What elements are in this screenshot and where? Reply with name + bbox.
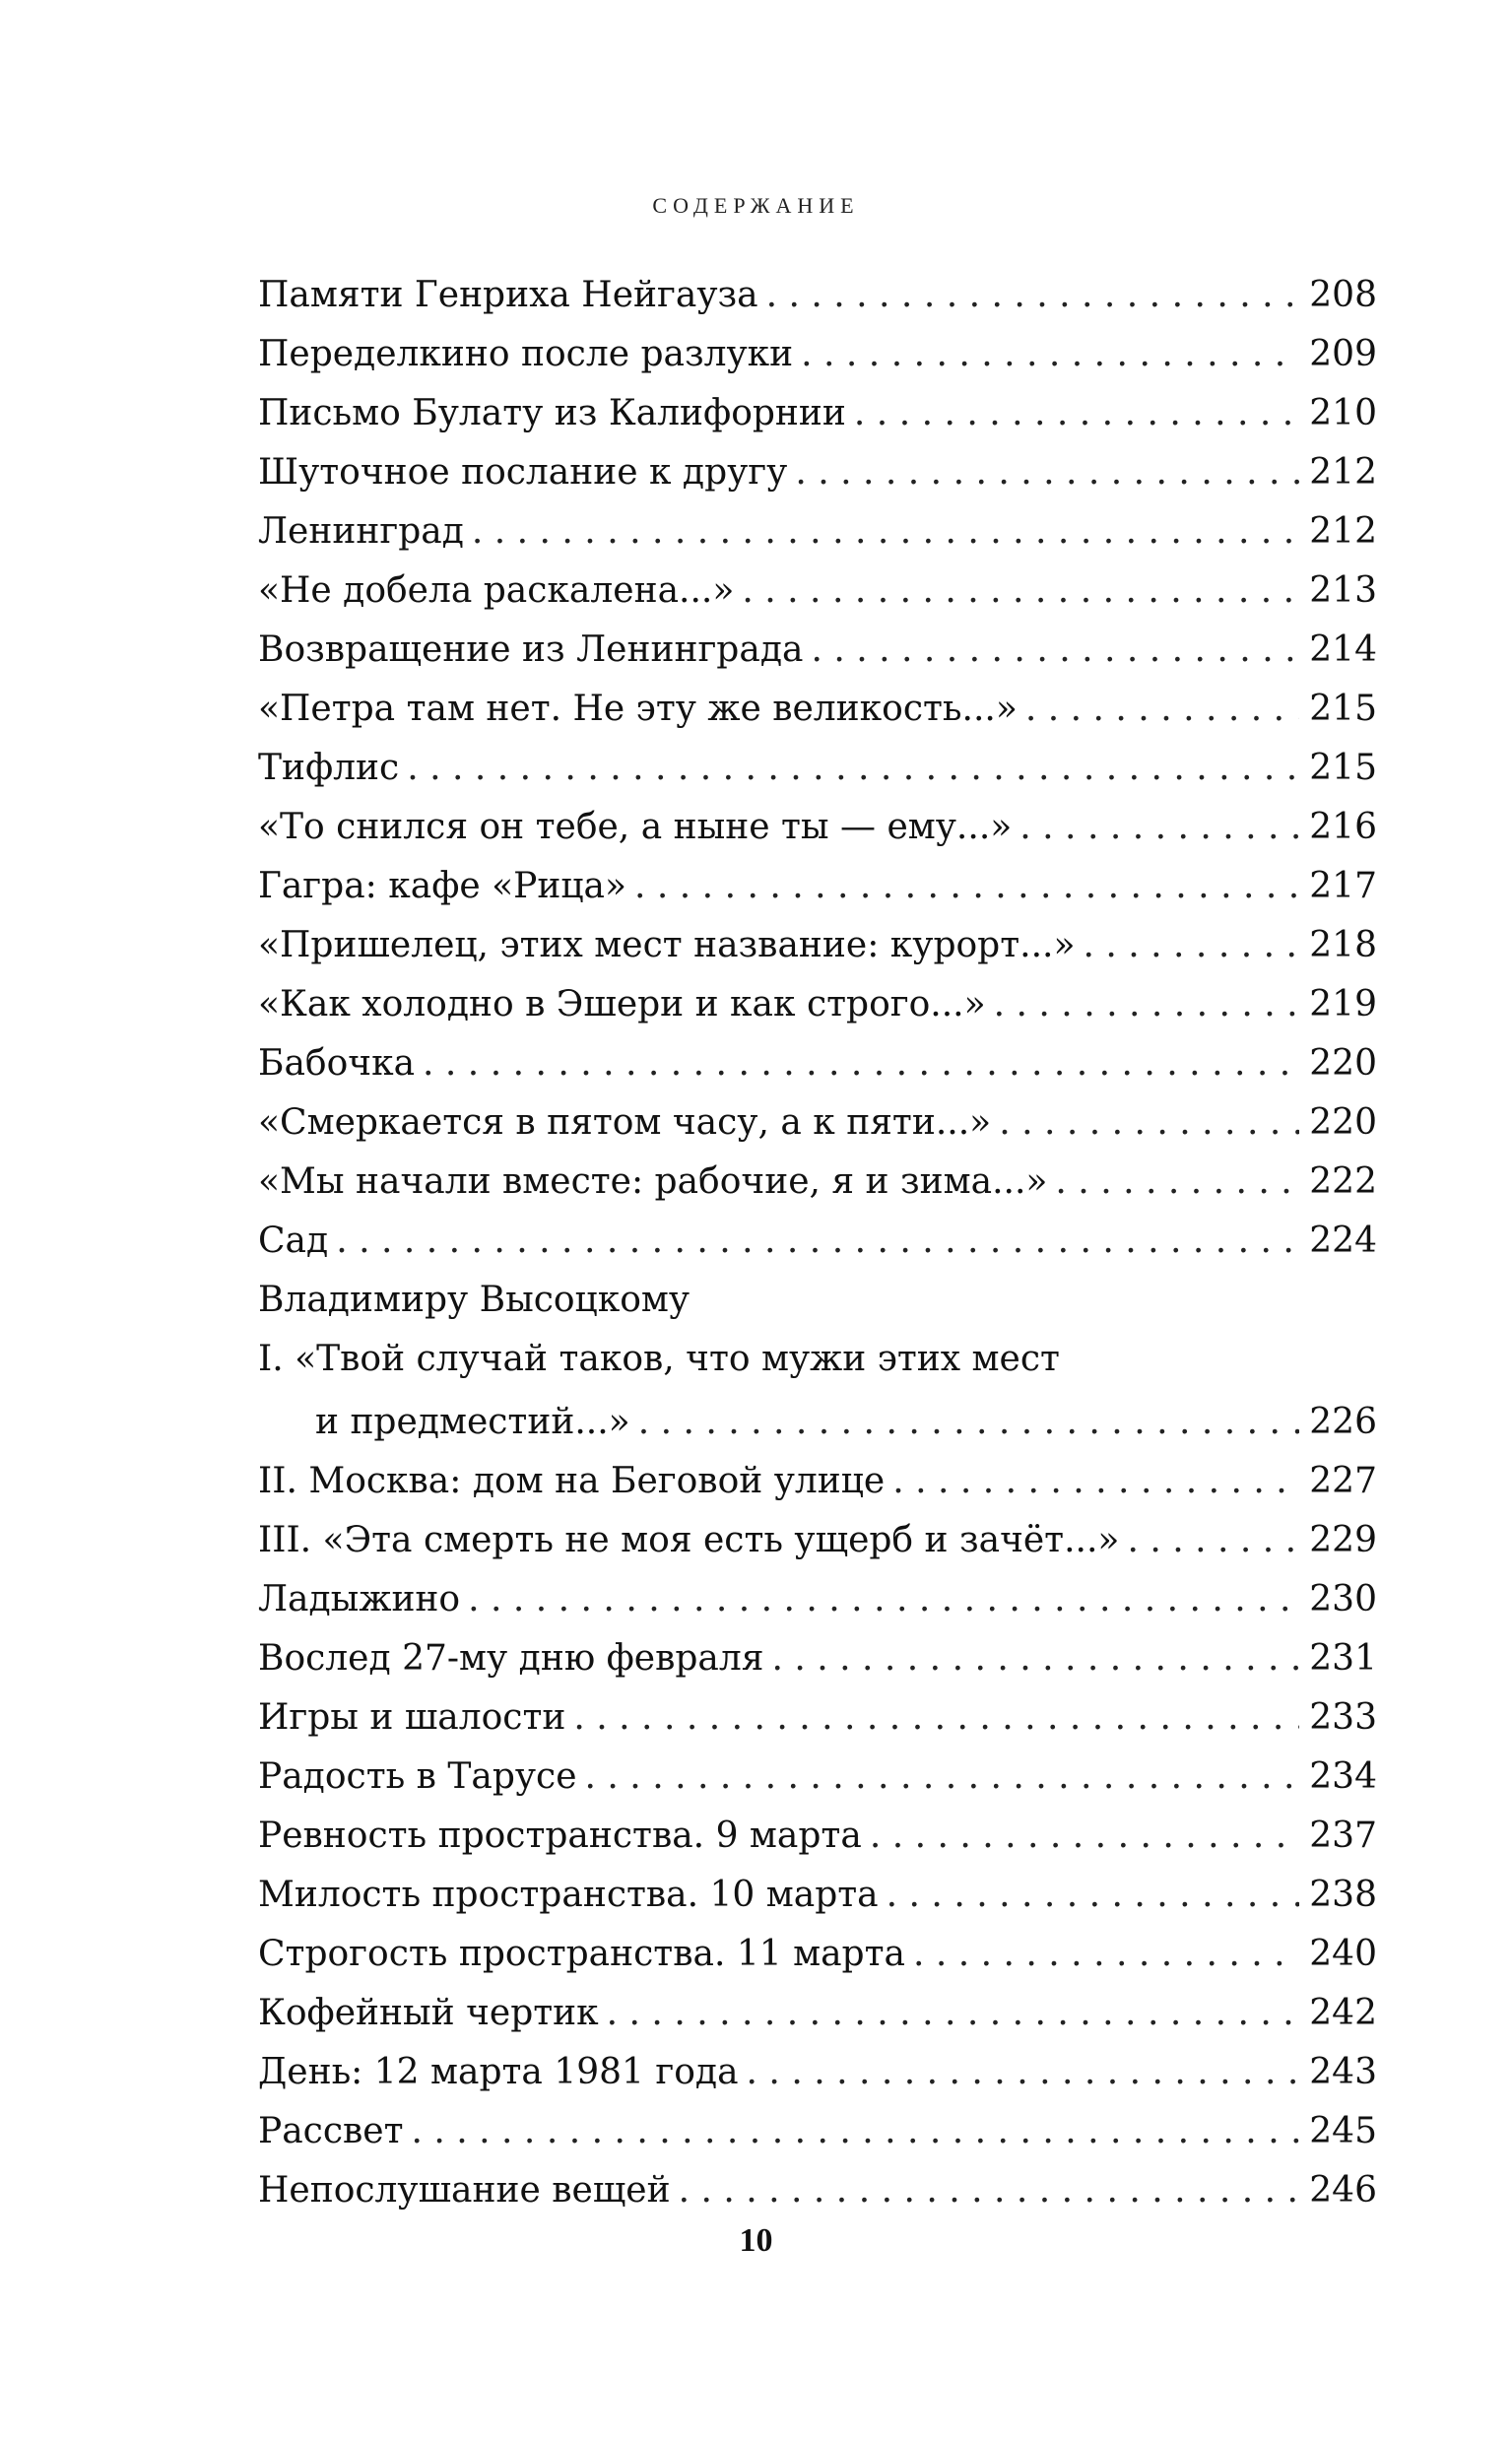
toc-entry[interactable] (258, 1212, 1377, 1271)
toc-entry-page: 242 (1309, 1993, 1377, 2033)
toc-entry-title: и предместий...» (315, 1402, 630, 1442)
dot-leader (747, 2043, 1300, 2102)
toc-entry[interactable] (258, 561, 1377, 621)
toc-entry-title: II. Москва: дом на Беговой улице (258, 1461, 886, 1501)
dot-leader (801, 325, 1299, 384)
toc-entry[interactable] (258, 857, 1377, 916)
toc-entry[interactable] (258, 1629, 1377, 1688)
toc-entry-title: Тифлис (258, 748, 400, 788)
toc-entry-page: 213 (1309, 570, 1377, 611)
toc-entry-title: «Как холодно в Эшери и как строго...» (258, 984, 986, 1024)
toc-entry[interactable] (258, 1452, 1377, 1511)
dot-leader (679, 2161, 1300, 2220)
toc-entry-page: 229 (1309, 1520, 1377, 1560)
dot-leader (634, 857, 1299, 916)
toc-entry-title: Радость в Тарусе (258, 1756, 577, 1797)
toc-entry[interactable] (258, 2161, 1377, 2220)
dot-leader (1127, 1511, 1299, 1570)
toc-entry-title: «Не добела раскалена...» (258, 570, 735, 611)
toc-entry-page: 212 (1309, 452, 1377, 493)
toc-entry-title: Кофейный чертик (258, 1993, 599, 2033)
toc-entry-first-line[interactable]: I. «Твой случай таков, что мужи этих мест (258, 1339, 1060, 1379)
toc-entry-title: Строгость пространства. 11 марта (258, 1934, 905, 1974)
toc-entry[interactable] (258, 2102, 1377, 2161)
toc-entry-title: Памяти Генриха Нейгауза (258, 275, 758, 315)
toc-entry-page: 216 (1309, 807, 1377, 847)
toc-entry-page: 230 (1309, 1579, 1377, 1619)
toc-entry-title: Ленинград (258, 511, 464, 552)
toc-entry-page: 237 (1309, 1816, 1377, 1856)
toc-entry-page: 220 (1309, 1043, 1377, 1084)
toc-entry[interactable] (258, 1688, 1377, 1748)
toc-entry-page: 246 (1309, 2170, 1377, 2211)
toc-entry[interactable] (258, 443, 1377, 502)
toc-entry-page: 215 (1309, 748, 1377, 788)
dot-leader (811, 621, 1299, 680)
toc-entry-page: 208 (1309, 275, 1377, 315)
toc-entry[interactable] (258, 325, 1377, 384)
toc-entry-title: Возвращение из Ленинграда (258, 629, 804, 670)
toc-entry[interactable] (258, 1393, 1377, 1452)
toc-entry-page: 240 (1309, 1934, 1377, 1974)
toc-entry-title: «Смеркается в пятом часу, а к пяти...» (258, 1102, 992, 1143)
toc-entry-page: 218 (1309, 925, 1377, 965)
toc-entry[interactable] (258, 502, 1377, 561)
dot-leader (766, 266, 1300, 325)
toc-entry-title: Игры и шалости (258, 1697, 566, 1738)
toc-entry-page: 217 (1309, 866, 1377, 906)
toc-entry-title: Гагра: кафе «Рица» (258, 866, 627, 906)
toc-entry-title: Бабочка (258, 1043, 416, 1084)
dot-leader (887, 1866, 1300, 1925)
toc-entry[interactable] (258, 1093, 1377, 1153)
toc-entry[interactable] (258, 621, 1377, 680)
toc-entry-page: 238 (1309, 1875, 1377, 1915)
toc-entry-title: Письмо Булату из Калифорнии (258, 393, 846, 433)
dot-leader (892, 1452, 1299, 1511)
toc-entry-title: Переделкино после разлуки (258, 334, 794, 374)
dot-leader (412, 2102, 1300, 2161)
dot-leader (1019, 798, 1299, 857)
dot-leader (1025, 680, 1299, 739)
toc-entry-title: III. «Эта смерть не моя есть ущерб и зачёт...» (258, 1520, 1120, 1560)
dot-leader (468, 1570, 1299, 1629)
toc-entry-page: 214 (1309, 629, 1377, 670)
dot-leader (1084, 916, 1300, 975)
dot-leader (585, 1748, 1300, 1807)
dot-leader (336, 1212, 1299, 1271)
toc-entry[interactable] (258, 1153, 1377, 1212)
toc-entry-page: 210 (1309, 393, 1377, 433)
toc-entry[interactable] (258, 1570, 1377, 1629)
toc-entry-page: 220 (1309, 1102, 1377, 1143)
toc-entry[interactable] (258, 1807, 1377, 1866)
toc-entry[interactable] (258, 1511, 1377, 1570)
toc-entry[interactable] (258, 975, 1377, 1034)
toc-entry-page: 245 (1309, 2111, 1377, 2151)
dot-leader (994, 975, 1300, 1034)
dot-leader (423, 1034, 1299, 1093)
dot-leader (407, 739, 1299, 798)
toc-entry-title: Вослед 27-му дню февраля (258, 1638, 764, 1679)
toc-entry-page: 234 (1309, 1756, 1377, 1797)
table-of-contents (258, 266, 1377, 2220)
toc-entry-page: 243 (1309, 2052, 1377, 2092)
toc-entry-title: «Петра там нет. Не эту же великость...» (258, 689, 1018, 729)
toc-entry[interactable] (258, 739, 1377, 798)
toc-entry[interactable] (258, 1866, 1377, 1925)
dot-leader (870, 1807, 1299, 1866)
toc-entry-page: 215 (1309, 689, 1377, 729)
toc-entry-page: 233 (1309, 1697, 1377, 1738)
toc-entry[interactable] (258, 1925, 1377, 1984)
toc-entry-title: Непослушание вещей (258, 2170, 671, 2211)
toc-group-heading[interactable]: Владимиру Высоцкому (258, 1280, 690, 1320)
dot-leader (771, 1629, 1299, 1688)
dot-leader (573, 1688, 1299, 1748)
toc-entry-page: 212 (1309, 511, 1377, 552)
toc-entry-title: Милость пространства. 10 марта (258, 1875, 879, 1915)
dot-leader (913, 1925, 1299, 1984)
toc-entry-page: 231 (1309, 1638, 1377, 1679)
dot-leader (607, 1984, 1300, 2043)
toc-entry-title: Рассвет (258, 2111, 404, 2151)
toc-entry-title: Шуточное послание к другу (258, 452, 788, 493)
toc-entry-title: «Мы начали вместе: рабочие, я и зима...» (258, 1161, 1048, 1202)
dot-leader (854, 384, 1299, 443)
toc-entry[interactable] (258, 798, 1377, 857)
page-number: 10 (739, 2222, 773, 2259)
dot-leader (1055, 1153, 1299, 1212)
toc-entry-title: День: 12 марта 1981 года (258, 2052, 739, 2092)
toc-entry-title: Ладыжино (258, 1579, 461, 1619)
dot-leader (638, 1393, 1300, 1452)
dot-leader (742, 561, 1299, 621)
toc-entry-page: 227 (1309, 1461, 1377, 1501)
toc-entry[interactable] (258, 1748, 1377, 1807)
toc-entry-page: 222 (1309, 1161, 1377, 1202)
dot-leader (472, 502, 1299, 561)
toc-entry-title: «То снился он тебе, а ныне ты — ему...» (258, 807, 1013, 847)
toc-entry-page: 219 (1309, 984, 1377, 1024)
toc-entry-page: 226 (1309, 1402, 1377, 1442)
toc-entry[interactable] (258, 916, 1377, 975)
toc-entry-title: «Пришелец, этих мест название: курорт...» (258, 925, 1076, 965)
dot-leader (999, 1093, 1299, 1153)
toc-entry-title: Сад (258, 1221, 329, 1261)
running-head: СОДЕРЖАНИЕ (652, 193, 860, 218)
toc-entry[interactable] (258, 384, 1377, 443)
toc-entry[interactable] (258, 2043, 1377, 2102)
toc-entry[interactable] (258, 1984, 1377, 2043)
dot-leader (795, 443, 1299, 502)
toc-entry[interactable] (258, 680, 1377, 739)
toc-entry-page: 224 (1309, 1221, 1377, 1261)
toc-entry-title: Ревность пространства. 9 марта (258, 1816, 862, 1856)
toc-entry-page: 209 (1309, 334, 1377, 374)
toc-entry[interactable] (258, 1034, 1377, 1093)
toc-entry[interactable] (258, 266, 1377, 325)
